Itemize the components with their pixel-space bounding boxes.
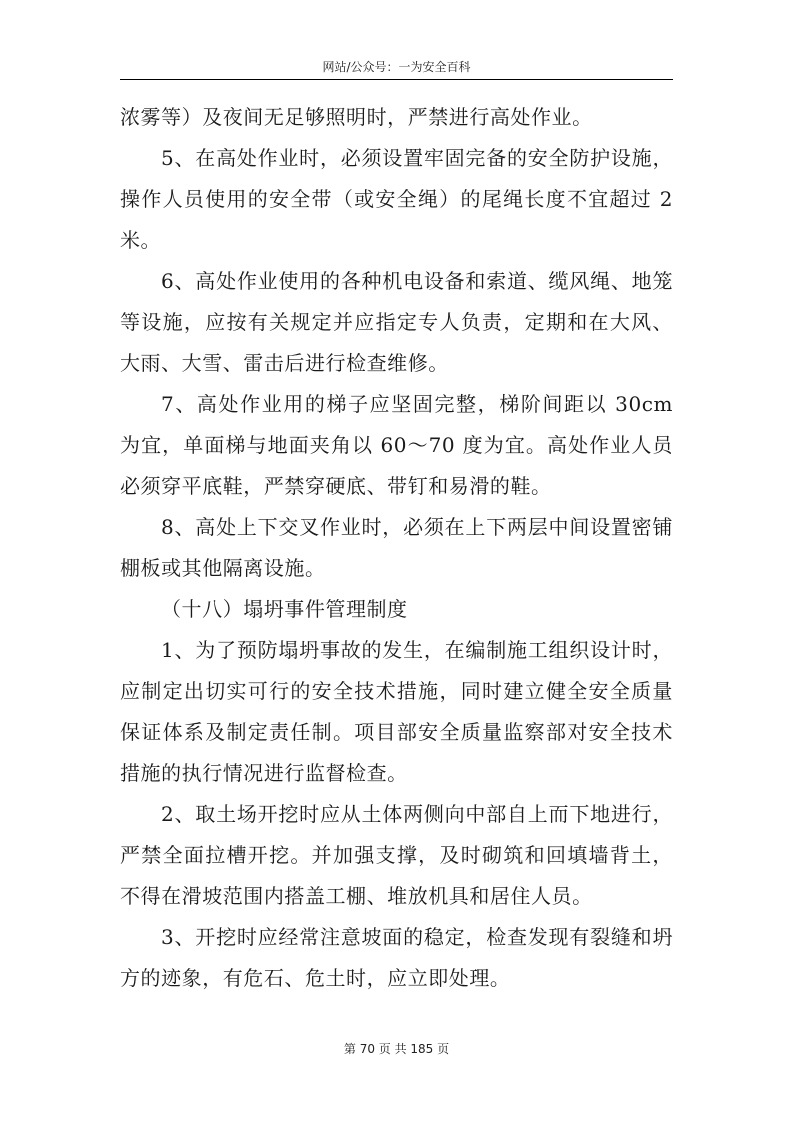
section-heading: （十八）塌坍事件管理制度	[161, 597, 408, 621]
paragraph-collapse-3: 3、开挖时应经常注意坡面的稳定，检查发现有裂缝和坍方的迹象，有危石、危土时，应立即处理。	[120, 925, 673, 990]
paragraph-collapse-1: 1、为了预防塌坍事故的发生，在编制施工组织设计时，应制定出切实可行的安全技术措施，同时建立健全安全质量保证体系及制定责任制。项目部安全质量监察部对安全技术措施的执行情况进行监督检查。	[120, 638, 673, 785]
paragraph-item-7: 7、高处作业用的梯子应坚固完整，梯阶间距以 30cm 为宜，单面梯与地面夹角以 60～70 度为宜。高处作业人员必须穿平底鞋，严禁穿硬底、带钉和易滑的鞋。	[120, 392, 673, 498]
paragraph-item-6: 6、高处作业使用的各种机电设备和索道、缆风绳、地笼等设施，应按有关规定并应指定专人负责，定期和在大风、大雨、大雪、雷击后进行检查维修。	[120, 269, 673, 375]
header-divider	[120, 79, 673, 80]
paragraph-item-5: 5、在高处作业时，必须设置牢固完备的安全防护设施，操作人员使用的安全带（或安全绳）的尾绳长度不宜超过 2 米。	[120, 146, 673, 252]
paragraph-collapse-2: 2、取土场开挖时应从土体两侧向中部自上而下地进行，严禁全面拉槽开挖。并加强支撑，及时砌筑和回填墙背土，不得在滑坡范围内搭盖工棚、堆放机具和居住人员。	[120, 802, 673, 908]
page-header: 网站/公众号：一为安全百科	[322, 60, 471, 74]
document-body	[120, 97, 673, 999]
page-footer: 第 70 页 共 185 页	[343, 1042, 450, 1056]
paragraph-item-8: 8、高处上下交叉作业时，必须在上下两层中间设置密铺棚板或其他隔离设施。	[120, 515, 673, 580]
paragraph-continuation: 浓雾等）及夜间无足够照明时，严禁进行高处作业。	[120, 105, 593, 129]
